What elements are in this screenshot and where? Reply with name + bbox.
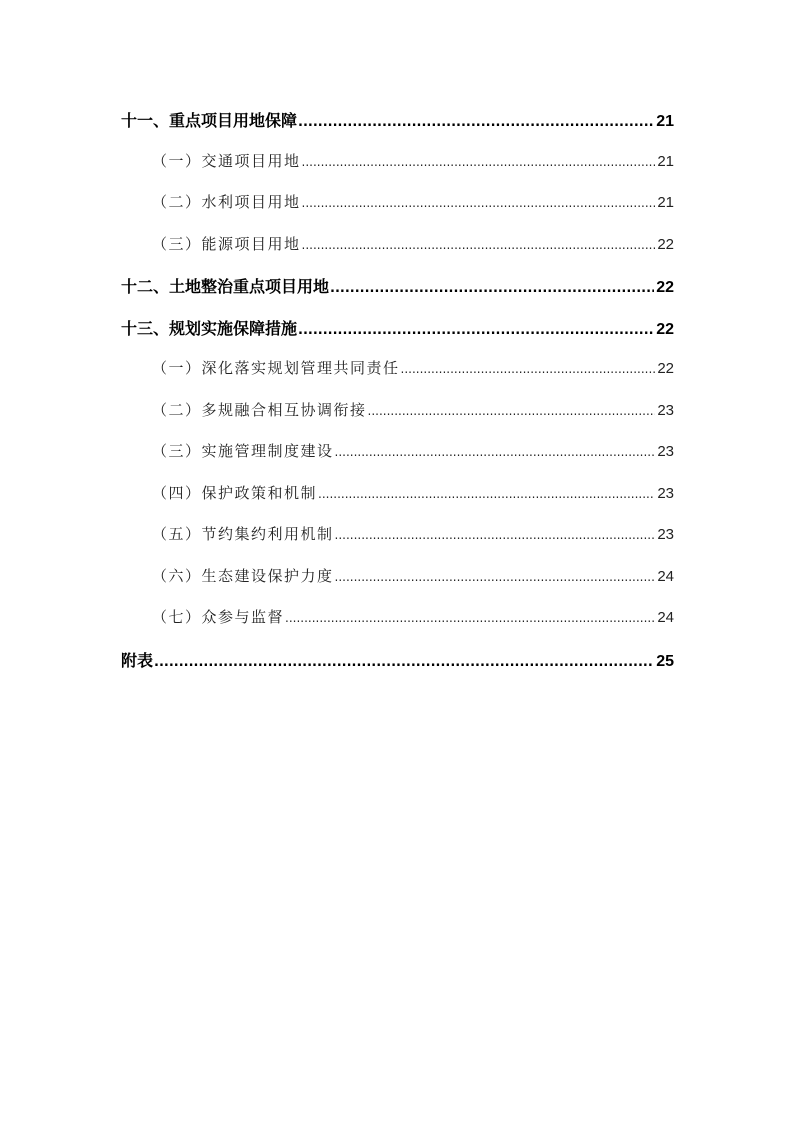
toc-entry-title: 十三、规划实施保障措施 [121, 319, 298, 338]
toc-entry-section-13-7[interactable] [152, 606, 674, 630]
toc-dot-leader [368, 404, 656, 418]
toc-dot-leader [298, 115, 654, 130]
toc-entry-page-number: 22 [657, 236, 674, 253]
toc-dot-leader [335, 570, 656, 584]
toc-dot-leader [298, 323, 654, 338]
toc-entry-title: （五）节约集约利用机制 [152, 525, 334, 543]
toc-entry-section-11-1[interactable] [152, 150, 674, 174]
toc-entry-title: （六）生态建设保护力度 [152, 567, 334, 585]
toc-entry-title: （一）交通项目用地 [152, 152, 301, 170]
toc-entry-title: （一）深化落实规划管理共同责任 [152, 359, 400, 377]
toc-entry-section-11-2[interactable] [152, 191, 674, 215]
toc-dot-leader [302, 155, 656, 169]
toc-entry-section-13-2[interactable] [152, 399, 674, 423]
toc-entry-title: 附表 [121, 651, 154, 670]
toc-entry-page-number: 23 [657, 443, 674, 460]
toc-entry-title: 十二、土地整治重点项目用地 [121, 277, 330, 296]
toc-entry-page-number: 23 [657, 526, 674, 543]
toc-entry-section-13-4[interactable] [152, 482, 674, 506]
toc-entry-page-number: 23 [657, 402, 674, 419]
toc-entry-page-number: 23 [657, 485, 674, 502]
toc-entry-title: （二）水利项目用地 [152, 193, 301, 211]
toc-entry-section-11[interactable] [121, 108, 674, 132]
toc-dot-leader [302, 196, 656, 210]
toc-entry-section-13-3[interactable] [152, 440, 674, 464]
toc-entry-section-11-3[interactable] [152, 233, 674, 257]
toc-entry-title: （三）能源项目用地 [152, 235, 301, 253]
toc-entry-section-13-5[interactable] [152, 523, 674, 547]
toc-dot-leader [335, 445, 656, 459]
toc-entry-title: （七）众参与监督 [152, 608, 285, 626]
toc-entry-section-13-1[interactable] [152, 357, 674, 381]
toc-entry-title: （二）多规融合相互协调衔接 [152, 401, 367, 419]
toc-entry-title: 十一、重点项目用地保障 [121, 111, 298, 130]
toc-entry-title: （三）实施管理制度建设 [152, 442, 334, 460]
toc-dot-leader [154, 655, 654, 670]
toc-entry-section-13-6[interactable] [152, 565, 674, 589]
toc-entry-page-number: 25 [656, 653, 674, 670]
toc-entry-page-number: 24 [657, 568, 674, 585]
toc-dot-leader [285, 611, 655, 625]
toc-entry-title: （四）保护政策和机制 [152, 484, 318, 502]
toc-entry-page-number: 22 [656, 279, 674, 296]
toc-entry-page-number: 24 [657, 609, 674, 626]
toc-dot-leader [335, 528, 656, 542]
toc-entry-page-number: 21 [657, 194, 674, 211]
toc-dot-leader [318, 487, 655, 501]
toc-entry-page-number: 22 [656, 321, 674, 338]
toc-entry-page-number: 21 [656, 113, 674, 130]
toc-dot-leader [302, 238, 656, 252]
toc-dot-leader [330, 281, 654, 296]
toc-entry-section-13[interactable] [121, 316, 674, 340]
toc-entry-appendix[interactable] [121, 648, 674, 672]
toc-dot-leader [401, 362, 656, 376]
toc-entry-page-number: 21 [657, 153, 674, 170]
toc-entry-page-number: 22 [657, 360, 674, 377]
toc-entry-section-12[interactable] [121, 274, 674, 298]
